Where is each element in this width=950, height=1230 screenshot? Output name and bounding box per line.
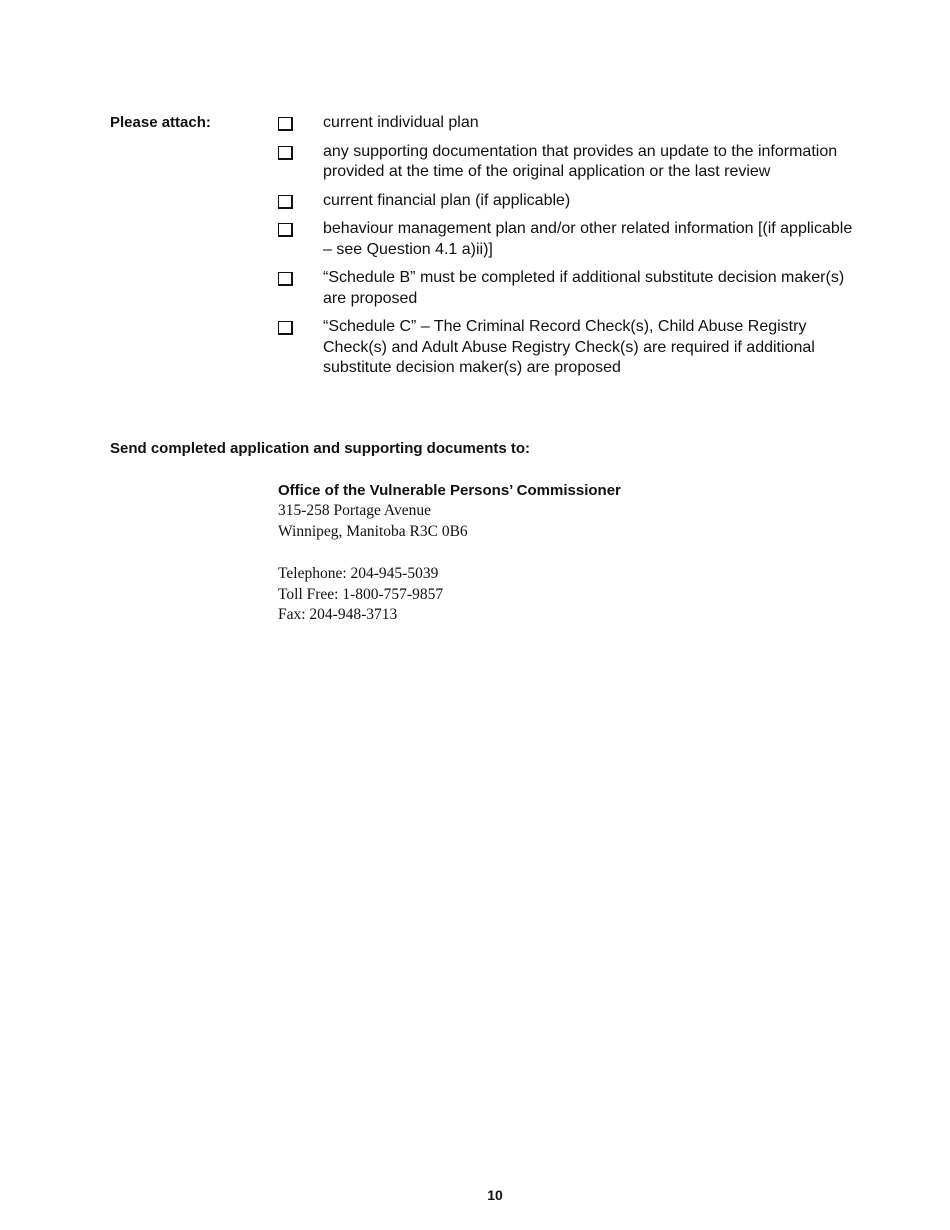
please-attach-label: Please attach: [110, 114, 211, 131]
toll-free: Toll Free: 1-800-757-9857 [278, 585, 444, 603]
city-address: Winnipeg, Manitoba R3C 0B6 [278, 522, 468, 540]
checklist-item [278, 219, 858, 260]
page-number: 10 [487, 1187, 503, 1203]
attachment-checklist [278, 113, 858, 387]
checkbox-financial-plan[interactable] [278, 195, 293, 209]
checklist-item-text: any supporting documentation that provides an update to the information provided at the time of the original application or the last review [323, 142, 838, 180]
telephone: Telephone: 204-945-5039 [278, 565, 439, 582]
checklist-item-text: “Schedule B” must be completed if additional substitute decision maker(s) are proposed [323, 269, 845, 307]
checklist-item-text: “Schedule C” – The Criminal Record Check(s), Child Abuse Registry Check(s) and Adult Abuse Registry Check(s) are required if additional substitute decision maker(s) are proposed [323, 318, 815, 376]
checkbox-supporting-documentation[interactable] [278, 146, 293, 160]
checklist-item [278, 268, 858, 309]
checklist-item [278, 317, 858, 379]
checkbox-behaviour-plan[interactable] [278, 223, 293, 237]
send-heading: Send completed application and supporting documents to: [110, 440, 531, 457]
checkbox-schedule-c[interactable] [278, 321, 293, 335]
street-address: 315-258 Portage Avenue [278, 502, 431, 519]
checklist-item-text: current individual plan [323, 114, 479, 131]
checkbox-schedule-b[interactable] [278, 272, 293, 286]
office-name: Office of the Vulnerable Persons’ Commissioner [278, 482, 621, 499]
checklist-item [278, 142, 858, 183]
checklist-item [278, 191, 858, 212]
checklist-item-text: current financial plan (if applicable) [323, 191, 571, 209]
fax: Fax: 204-948-3713 [278, 606, 398, 623]
checklist-item-text: behaviour management plan and/or other related information [(if applicable – see Question 4.1 a)ii)] [323, 220, 853, 258]
address-block [278, 481, 621, 626]
checkbox-individual-plan[interactable] [278, 117, 293, 131]
checklist-item [278, 113, 858, 134]
contact-block [278, 564, 621, 626]
